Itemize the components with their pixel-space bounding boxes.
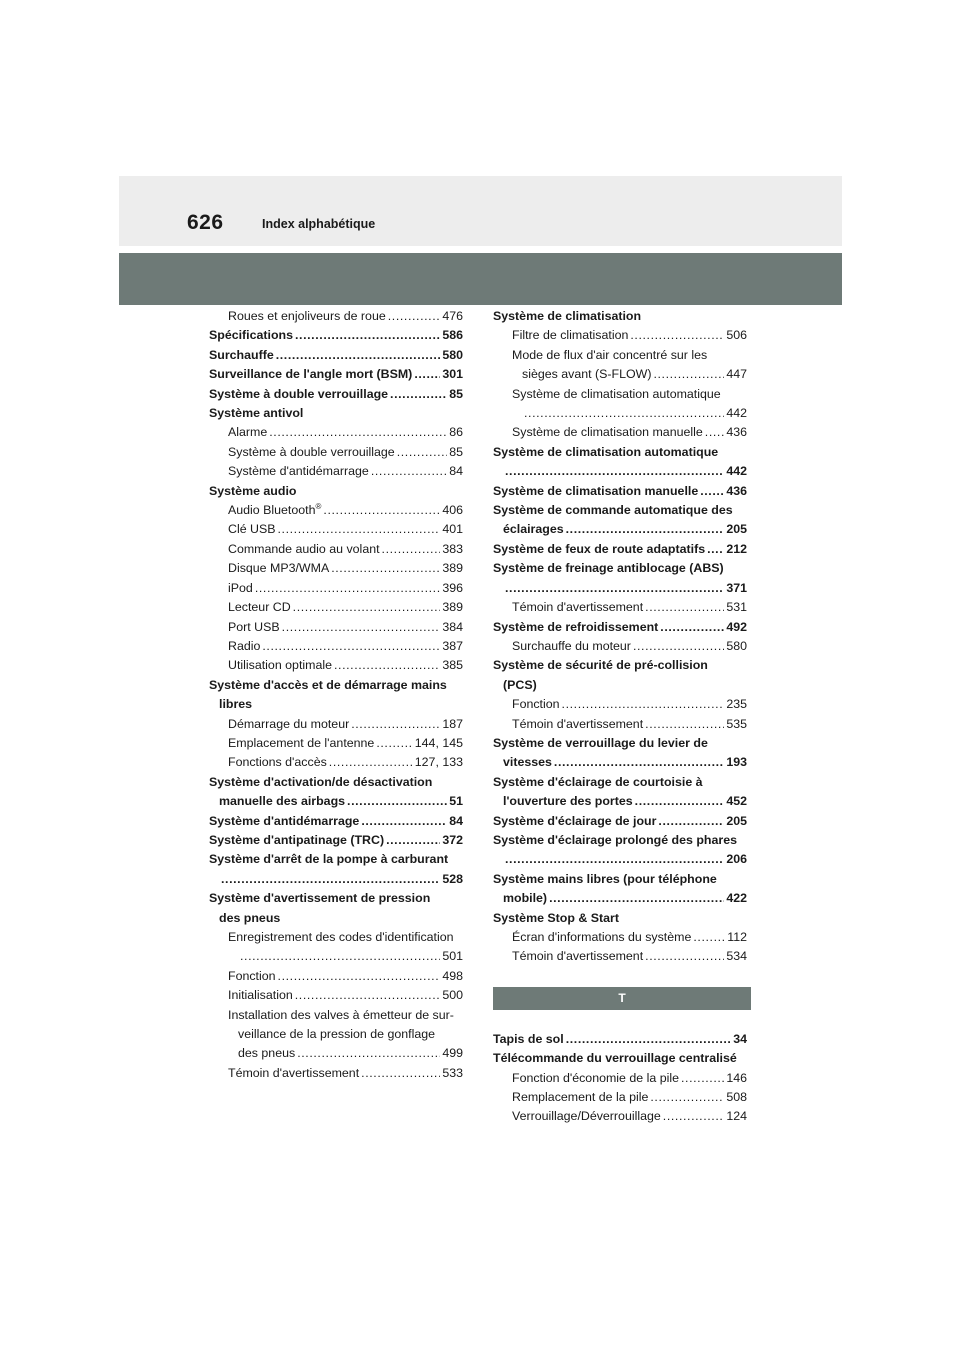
index-entry-label: Système de refroidissement bbox=[493, 619, 659, 634]
index-entry-label: Système d'éclairage de jour bbox=[493, 813, 657, 828]
index-entry-label: Système de verrouillage du levier de bbox=[493, 735, 708, 750]
index-entry-label: Mode de flux d'air concentré sur les bbox=[512, 347, 708, 362]
leader-dots bbox=[361, 1064, 440, 1083]
index-entry-label: Système d'antipatinage (TRC) bbox=[209, 832, 385, 847]
leader-dots bbox=[382, 540, 441, 559]
index-entry-page[interactable]: 372 bbox=[442, 832, 463, 847]
index-entry-page[interactable]: 422 bbox=[726, 891, 747, 906]
index-entry-page[interactable]: 442 bbox=[726, 406, 747, 421]
index-entry bbox=[209, 326, 463, 345]
index-entry-page[interactable]: 586 bbox=[442, 328, 463, 343]
index-entry-label: Fonction bbox=[228, 968, 276, 983]
index-entry-page[interactable]: 384 bbox=[442, 619, 463, 634]
index-entry bbox=[493, 792, 747, 811]
index-entry-label: Port USB bbox=[228, 619, 280, 634]
index-entry-label: Système d'arrêt de la pompe à carburant bbox=[209, 852, 449, 867]
leader-dots bbox=[323, 501, 440, 520]
index-entry bbox=[493, 1049, 747, 1068]
index-entry-label: Système d'éclairage de courtoisie à bbox=[493, 774, 703, 789]
leader-dots bbox=[331, 559, 440, 578]
index-entry-label: Surchauffe bbox=[209, 347, 274, 362]
index-entry bbox=[209, 889, 463, 908]
index-entry bbox=[209, 307, 463, 326]
index-entry bbox=[493, 656, 747, 675]
index-entry-page[interactable]: 528 bbox=[442, 871, 463, 886]
index-entry bbox=[209, 695, 463, 714]
index-entry bbox=[493, 482, 747, 501]
index-entry-label: Spécifications bbox=[209, 328, 294, 343]
index-entry bbox=[493, 637, 747, 656]
index-entry bbox=[493, 385, 747, 404]
index-entry bbox=[209, 637, 463, 656]
index-entry bbox=[209, 1006, 463, 1025]
index-entry-page[interactable]: 492 bbox=[726, 619, 747, 634]
leader-dots bbox=[414, 365, 440, 384]
index-entry bbox=[209, 947, 463, 966]
index-entry-label: Système de climatisation manuelle bbox=[512, 425, 703, 440]
index-entry bbox=[493, 1088, 747, 1107]
index-entry bbox=[209, 579, 463, 598]
index-entry bbox=[493, 326, 747, 345]
index-entry-page[interactable]: 112 bbox=[727, 930, 747, 944]
leader-dots bbox=[221, 870, 440, 889]
index-entry-label: Système de climatisation manuelle bbox=[493, 483, 699, 498]
index-entry bbox=[493, 443, 747, 462]
index-entry-label: Surveillance de l'angle mort (BSM) bbox=[209, 367, 413, 382]
leader-dots bbox=[334, 656, 440, 675]
leader-dots bbox=[276, 346, 441, 365]
index-entry-label: Filtre de climatisation bbox=[512, 328, 629, 343]
index-column-right bbox=[493, 307, 747, 1127]
index-entry bbox=[209, 520, 463, 539]
index-entry-page[interactable]: 533 bbox=[442, 1065, 463, 1080]
leader-dots bbox=[295, 326, 440, 345]
index-entry-page[interactable]: 580 bbox=[726, 638, 747, 653]
index-entry-page[interactable]: 34 bbox=[733, 1031, 747, 1046]
index-entry bbox=[209, 1025, 463, 1044]
index-entry-page[interactable]: 500 bbox=[442, 988, 463, 1003]
index-entry-label: libres bbox=[219, 697, 253, 712]
letter-section-header: T bbox=[493, 987, 751, 1010]
leader-dots bbox=[658, 812, 724, 831]
index-entry-page[interactable]: 534 bbox=[726, 949, 747, 964]
index-entry bbox=[493, 1107, 747, 1126]
index-entry bbox=[493, 598, 747, 617]
index-entry-label: Système de climatisation automatique bbox=[493, 444, 719, 459]
index-entry bbox=[493, 947, 747, 966]
index-entries-t bbox=[493, 1030, 747, 1127]
leader-dots bbox=[635, 792, 725, 811]
index-entry-label: Disque MP3/WMA bbox=[228, 561, 330, 576]
index-entry bbox=[209, 385, 463, 404]
leader-dots bbox=[660, 618, 724, 637]
index-entry-page[interactable]: 442 bbox=[726, 464, 747, 479]
index-entry bbox=[493, 734, 747, 753]
index-entry bbox=[493, 346, 747, 365]
index-entry-label: (PCS) bbox=[503, 677, 537, 692]
index-entry-page[interactable]: 501 bbox=[442, 949, 463, 964]
leader-dots bbox=[566, 1030, 732, 1049]
index-entry-page[interactable]: 436 bbox=[726, 425, 747, 440]
index-entry-label: des pneus bbox=[219, 910, 281, 925]
index-entry bbox=[209, 618, 463, 637]
index-entry-page[interactable]: 580 bbox=[442, 347, 463, 362]
index-entry-label: Système Stop & Start bbox=[493, 910, 620, 925]
index-entry-label: Témoin d'avertissement bbox=[228, 1065, 360, 1080]
index-entry-label: Surchauffe du moteur bbox=[512, 638, 631, 653]
index-entry bbox=[209, 656, 463, 675]
index-entry bbox=[209, 423, 463, 442]
index-entry bbox=[493, 404, 747, 423]
index-entry-page[interactable]: 406 bbox=[442, 503, 463, 518]
index-entry-label: Système à double verrouillage bbox=[228, 444, 395, 459]
index-entry bbox=[209, 773, 463, 792]
index-entry-page[interactable]: 498 bbox=[442, 968, 463, 983]
leader-dots bbox=[566, 520, 725, 539]
index-entry bbox=[209, 870, 463, 889]
leader-dots bbox=[386, 831, 440, 850]
leader-dots bbox=[705, 423, 725, 442]
index-entry-page[interactable]: 531 bbox=[726, 600, 747, 615]
index-entry-page[interactable]: 389 bbox=[442, 561, 463, 576]
index-entry bbox=[209, 482, 463, 501]
leader-dots bbox=[650, 1088, 724, 1107]
index-entry-label: Remplacement de la pile bbox=[512, 1090, 649, 1105]
index-entry bbox=[209, 365, 463, 384]
index-entry-page[interactable]: 84 bbox=[449, 464, 463, 479]
leader-dots bbox=[554, 753, 724, 772]
index-entry bbox=[493, 540, 747, 559]
leader-dots bbox=[693, 928, 725, 947]
index-entry-label: Écran d'informations du système bbox=[512, 930, 692, 944]
index-entries-s bbox=[493, 307, 747, 967]
leader-dots bbox=[388, 307, 441, 326]
leader-dots bbox=[645, 715, 724, 734]
index-entry-label: des pneus bbox=[238, 1046, 296, 1061]
index-entry bbox=[493, 423, 747, 442]
index-entry-label: Radio bbox=[228, 638, 261, 653]
index-entry-label: Système d'antidémarrage bbox=[228, 464, 369, 479]
index-entry bbox=[493, 618, 747, 637]
leader-dots bbox=[295, 986, 441, 1005]
index-entry bbox=[493, 928, 747, 947]
leader-dots bbox=[269, 423, 447, 442]
section-title: Index alphabétique bbox=[262, 217, 376, 231]
leader-dots bbox=[681, 1069, 724, 1088]
index-entry-label: Installation des valves à émetteur de sur- bbox=[228, 1007, 454, 1022]
index-entry bbox=[493, 676, 747, 695]
leader-dots bbox=[505, 579, 724, 598]
index-entry-label: Témoin d'avertissement bbox=[512, 600, 644, 615]
leader-dots bbox=[707, 540, 724, 559]
index-entry-label: Système audio bbox=[209, 483, 297, 498]
index-entry bbox=[493, 889, 747, 908]
leader-dots bbox=[505, 462, 724, 481]
index-entry bbox=[209, 753, 463, 772]
index-entry-label: Lecteur CD bbox=[228, 600, 291, 615]
index-entry bbox=[209, 559, 463, 578]
index-entry bbox=[493, 695, 747, 714]
index-entry-page[interactable]: 51 bbox=[449, 794, 463, 809]
index-entry bbox=[209, 986, 463, 1005]
index-entry-label: Fonction d'économie de la pile bbox=[512, 1070, 679, 1085]
index-entry bbox=[493, 501, 747, 520]
leader-dots bbox=[376, 734, 412, 753]
index-entry-label: Système de commande automatique des bbox=[493, 503, 733, 518]
index-entry bbox=[209, 404, 463, 423]
index-entry-label: Fonctions d'accès bbox=[228, 755, 327, 770]
header-band bbox=[119, 176, 842, 246]
index-entry-page[interactable]: 371 bbox=[726, 580, 747, 595]
index-entry bbox=[209, 967, 463, 986]
index-entry-label: Commande audio au volant bbox=[228, 541, 380, 556]
index-entry bbox=[493, 850, 747, 869]
leader-dots bbox=[505, 850, 724, 869]
index-entry-label: Roues et enjoliveurs de roue bbox=[228, 309, 386, 323]
index-entry-page[interactable]: 476 bbox=[442, 309, 463, 323]
index-entry-page[interactable]: 205 bbox=[726, 813, 747, 828]
index-entry-label: Système d'avertissement de pression bbox=[209, 891, 431, 906]
index-entry-label: vitesses bbox=[503, 755, 552, 770]
index-entry-label: Système de sécurité de pré-collision bbox=[493, 658, 708, 673]
index-entry-page[interactable]: 389 bbox=[442, 600, 463, 615]
leader-dots bbox=[278, 967, 441, 986]
index-entry-page[interactable]: 447 bbox=[726, 367, 747, 382]
index-entry bbox=[493, 520, 747, 539]
index-entry bbox=[493, 812, 747, 831]
index-entry bbox=[209, 715, 463, 734]
index-entry-label: Audio Bluetooth® bbox=[228, 501, 322, 518]
index-entry-label: Emplacement de l'antenne bbox=[228, 735, 375, 750]
index-entry bbox=[209, 1064, 463, 1083]
leader-dots bbox=[371, 462, 447, 481]
index-entry-label: Système antivol bbox=[209, 406, 304, 421]
leader-dots bbox=[645, 598, 724, 617]
header-dark-band bbox=[119, 253, 842, 305]
index-entry-page[interactable]: 499 bbox=[442, 1046, 463, 1061]
leader-dots bbox=[397, 443, 448, 462]
index-entry bbox=[209, 792, 463, 811]
index-entry bbox=[209, 676, 463, 695]
index-entry bbox=[493, 753, 747, 772]
index-entry-page[interactable]: 187 bbox=[442, 716, 463, 731]
index-entry-label: Tapis de sol bbox=[493, 1031, 564, 1046]
index-entry bbox=[209, 928, 463, 947]
index-entry-label: Système mains libres (pour téléphone bbox=[493, 871, 717, 886]
leader-dots bbox=[255, 579, 441, 598]
index-entry-label: Fonction bbox=[512, 697, 560, 712]
index-entry bbox=[209, 462, 463, 481]
index-entry-page[interactable]: 124 bbox=[726, 1109, 747, 1124]
leader-dots bbox=[329, 753, 413, 772]
index-entry bbox=[209, 909, 463, 928]
index-entry bbox=[493, 831, 747, 850]
index-entry-page[interactable]: 385 bbox=[442, 658, 463, 673]
index-column-left bbox=[209, 307, 463, 1083]
leader-dots bbox=[347, 792, 447, 811]
index-entry bbox=[209, 501, 463, 520]
leader-dots bbox=[297, 1044, 440, 1063]
index-entry-page[interactable]: 206 bbox=[726, 852, 747, 867]
leader-dots bbox=[240, 947, 440, 966]
index-entry-label: Démarrage du moteur bbox=[228, 716, 350, 731]
index-entry-page[interactable]: 396 bbox=[442, 580, 463, 595]
index-entry-label: Enregistrement des codes d'identification bbox=[228, 930, 454, 944]
index-entry bbox=[209, 1044, 463, 1063]
index-entry-label: Système d'accès et de démarrage mains bbox=[209, 677, 447, 692]
index-entry bbox=[493, 870, 747, 889]
leader-dots bbox=[630, 326, 724, 345]
index-entry-label: veillance de la pression de gonflage bbox=[238, 1027, 436, 1042]
leader-dots bbox=[293, 598, 441, 617]
index-entry-page[interactable]: 235 bbox=[726, 697, 747, 712]
leader-dots bbox=[653, 365, 724, 384]
index-entry-label: Verrouillage/Déverrouillage bbox=[512, 1109, 661, 1124]
index-entry-page[interactable]: 452 bbox=[726, 794, 747, 809]
index-entry bbox=[493, 1069, 747, 1088]
index-entry bbox=[209, 831, 463, 850]
index-entry bbox=[493, 579, 747, 598]
index-entry-page[interactable]: 86 bbox=[449, 425, 463, 440]
index-entry-page[interactable]: 508 bbox=[726, 1090, 747, 1105]
index-entry-label: Système de freinage antiblocage (ABS) bbox=[493, 561, 724, 576]
index-entry bbox=[493, 1030, 747, 1049]
index-entry bbox=[493, 773, 747, 792]
index-entry-label: manuelle des airbags bbox=[219, 794, 346, 809]
leader-dots bbox=[351, 715, 440, 734]
index-entry-page[interactable]: 146 bbox=[726, 1070, 747, 1085]
index-entry-page[interactable]: 301 bbox=[442, 367, 463, 382]
index-entry-page[interactable]: 535 bbox=[726, 716, 747, 731]
index-entry-label: Système de feux de route adaptatifs bbox=[493, 541, 706, 556]
index-entry-page[interactable]: 212 bbox=[726, 541, 747, 556]
index-entry-label: mobile) bbox=[503, 891, 548, 906]
index-entry-label: Télécommande du verrouillage centralisé bbox=[493, 1051, 737, 1066]
index-entry-page[interactable]: 85 bbox=[449, 444, 463, 459]
leader-dots bbox=[262, 637, 440, 656]
index-entry-label: Alarme bbox=[228, 425, 268, 440]
index-entry-label: Témoin d'avertissement bbox=[512, 716, 644, 731]
index-entry-label: l'ouverture des portes bbox=[503, 794, 633, 809]
leader-dots bbox=[562, 695, 725, 714]
index-entry bbox=[493, 307, 747, 326]
index-entry bbox=[493, 559, 747, 578]
index-entry bbox=[209, 734, 463, 753]
leader-dots bbox=[663, 1107, 725, 1126]
index-entry-page[interactable]: 401 bbox=[442, 522, 463, 537]
index-entry-label: Système de climatisation automatique bbox=[512, 386, 721, 401]
index-entry bbox=[209, 346, 463, 365]
index-entry bbox=[493, 462, 747, 481]
index-entry-label: Clé USB bbox=[228, 522, 276, 537]
leader-dots bbox=[282, 618, 441, 637]
index-entry-page[interactable]: 84 bbox=[449, 813, 463, 828]
index-entry-label: éclairages bbox=[503, 522, 564, 537]
leader-dots bbox=[633, 637, 724, 656]
index-entry-page[interactable]: 506 bbox=[726, 328, 747, 343]
index-entry-label: Utilisation optimale bbox=[228, 658, 332, 673]
index-entry bbox=[493, 909, 747, 928]
index-entry-page[interactable]: 85 bbox=[449, 386, 463, 401]
index-entry-label: Initialisation bbox=[228, 988, 293, 1003]
index-entry-page[interactable]: 144, 145 bbox=[414, 735, 463, 750]
index-entry bbox=[209, 443, 463, 462]
index-entry-page[interactable]: 383 bbox=[442, 541, 463, 556]
index-entry-label: Système d'éclairage prolongé des phares bbox=[493, 832, 737, 847]
page-number: 626 bbox=[187, 211, 224, 234]
index-entry-label: Témoin d'avertissement bbox=[512, 949, 644, 964]
index-entry bbox=[209, 598, 463, 617]
leader-dots bbox=[390, 385, 447, 404]
index-entry-label: Système à double verrouillage bbox=[209, 386, 389, 401]
index-entry bbox=[493, 365, 747, 384]
leader-dots bbox=[524, 404, 724, 423]
leader-dots bbox=[549, 889, 724, 908]
index-entry bbox=[209, 812, 463, 831]
leader-dots bbox=[278, 520, 441, 539]
index-entry-label: sièges avant (S-FLOW) bbox=[522, 367, 652, 382]
leader-dots bbox=[645, 947, 724, 966]
index-entry bbox=[493, 715, 747, 734]
index-entry-page[interactable]: 387 bbox=[442, 638, 463, 653]
index-entry-label: Système d'antidémarrage bbox=[209, 813, 360, 828]
index-entry-page[interactable]: 436 bbox=[726, 483, 747, 498]
leader-dots bbox=[700, 482, 724, 501]
leader-dots bbox=[361, 812, 447, 831]
index-entry-page[interactable]: 127, 133 bbox=[414, 755, 463, 770]
index-entry-label: Système de climatisation bbox=[493, 309, 642, 323]
index-entry-page[interactable]: 205 bbox=[726, 522, 747, 537]
index-entry bbox=[209, 540, 463, 559]
index-entry-label: Système d'activation/de désactivation bbox=[209, 774, 433, 789]
index-entry-label: iPod bbox=[228, 580, 253, 595]
index-entry-page[interactable]: 193 bbox=[726, 755, 747, 770]
index-entry bbox=[209, 850, 463, 869]
